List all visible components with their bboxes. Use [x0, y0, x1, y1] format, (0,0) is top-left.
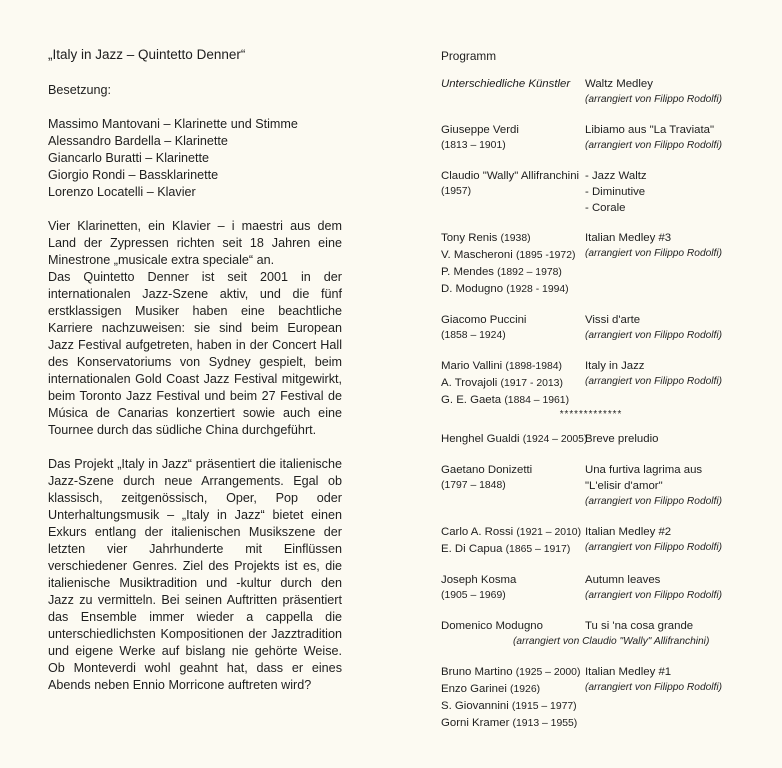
piece-title: Breve preludio [585, 433, 659, 445]
composer-cell [441, 524, 585, 558]
composer-years: (1797 – 1848) [441, 480, 506, 491]
program-entry [441, 312, 771, 344]
piece-part: - Diminutive [585, 186, 646, 198]
arranger: (arrangiert von Filippo Rodolfi) [585, 140, 723, 151]
member-item: Giorgio Rondi – Bassklarinette [48, 168, 219, 182]
piece-cell [585, 462, 771, 510]
composer: Gorni Kramer [441, 717, 510, 729]
piece-title: "L'elisir d'amor" [585, 480, 663, 492]
program-entry [441, 431, 771, 448]
composer: Gaetano Donizetti [441, 464, 533, 476]
composer: Giacomo Puccini [441, 314, 527, 326]
piece-part: - Corale [585, 202, 626, 214]
piece-title: Italian Medley #3 [585, 232, 672, 244]
composer-years: (1813 – 1901) [441, 140, 506, 151]
piece-cell [585, 230, 771, 298]
composer: V. Mascheroni [441, 249, 513, 261]
arranger: (arrangiert von Filippo Rodolfi) [585, 248, 723, 259]
member-list [48, 116, 342, 201]
composer-years: (1913 – 1955) [512, 718, 578, 729]
composer-cell [441, 431, 588, 448]
composer-line [441, 681, 585, 698]
composer: P. Mendes [441, 266, 494, 278]
composer-cell [441, 168, 585, 216]
piece-cell [585, 664, 771, 732]
composer: Henghel Gualdi [441, 433, 520, 445]
piece-cell [585, 572, 771, 604]
composer-line [441, 698, 585, 715]
member-item: Massimo Mantovani – Klarinette und Stimme [48, 117, 298, 131]
composer-years: (1898-1984) [505, 361, 562, 372]
composer-years: (1926) [510, 684, 541, 695]
composer-line [441, 715, 585, 732]
concert-title: „Italy in Jazz – Quintetto Denner“ [48, 47, 246, 62]
program-entry [441, 168, 771, 216]
piece-part: - Jazz Waltz [585, 170, 647, 182]
composer: S. Giovannini [441, 700, 509, 712]
composer-cell [441, 122, 585, 154]
composer-years: (1905 – 1969) [441, 590, 506, 601]
piece-cell [585, 168, 771, 216]
composer-cell [441, 230, 585, 298]
composer: D. Modugno [441, 283, 504, 295]
composer-years: (1892 – 1978) [497, 267, 562, 278]
program-entry [441, 230, 771, 298]
composer-cell [441, 312, 585, 344]
composer-line [441, 264, 585, 281]
piece-title: Tu si 'na cosa grande [585, 620, 694, 632]
piece-cell [585, 312, 771, 344]
composer: Carlo A. Rossi [441, 526, 514, 538]
arranger: (arrangiert von Filippo Rodolfi) [585, 376, 723, 387]
composer-line [441, 358, 585, 375]
composer-years: (1924 – 2005) [522, 434, 588, 445]
intro-paragraph: Vier Klarinetten, ein Klavier – i maestri aus dem Land der Zypressen richten seit 18 Jahren eine Minestrone „musicale extra speciale“ an. [48, 219, 342, 267]
member-item: Giancarlo Buratti – Klarinette [48, 151, 210, 165]
composer: A. Trovajoli [441, 377, 498, 389]
arranger: (arrangiert von Filippo Rodolfi) [585, 542, 723, 553]
composer: Bruno Martino [441, 666, 513, 678]
piece-title: Waltz Medley [585, 78, 653, 90]
composer-line [441, 375, 585, 392]
composer-line [441, 230, 585, 247]
composer-line [441, 431, 588, 448]
program-entry [441, 462, 771, 510]
composer-line [441, 392, 585, 409]
arranger: (arrangiert von Filippo Rodolfi) [585, 682, 723, 693]
composer: G. E. Gaeta [441, 394, 502, 406]
composer: Joseph Kosma [441, 574, 517, 586]
composer-years: (1938) [500, 233, 531, 244]
composer-line [441, 524, 585, 541]
composer-cell [441, 358, 585, 409]
arranger: (arrangiert von Claudio "Wally" Allifranchini) [513, 636, 710, 647]
piece-cell [585, 524, 771, 558]
composer: Claudio "Wally" Allifranchini [441, 170, 580, 182]
left-column [48, 46, 342, 694]
piece-cell [585, 122, 771, 154]
piece-title: Autumn leaves [585, 574, 661, 586]
composer-years: (1865 – 1917) [505, 544, 571, 555]
arranger: (arrangiert von Filippo Rodolfi) [585, 330, 723, 341]
piece-title: Libiamo aus "La Traviata" [585, 124, 715, 136]
piece-title: Italian Medley #2 [585, 526, 672, 538]
composer: Unterschiedliche Künstler [441, 78, 571, 90]
piece-title: Italy in Jazz [585, 360, 645, 372]
composer-line [441, 664, 585, 681]
composer-years: (1928 - 1994) [506, 284, 569, 295]
composer-years: (1917 - 2013) [500, 378, 563, 389]
composer: Mario Vallini [441, 360, 503, 372]
composer-years: (1895 -1972) [515, 250, 576, 261]
program-entry [441, 572, 771, 604]
composer-years: (1858 – 1924) [441, 330, 506, 341]
piece-title: Una furtiva lagrima aus [585, 464, 703, 476]
composer-years: (1925 – 2000) [515, 667, 581, 678]
arranger: (arrangiert von Filippo Rodolfi) [585, 94, 723, 105]
section-divider: ************* [559, 409, 623, 420]
piece-cell [585, 431, 771, 448]
member-item: Lorenzo Locatelli – Klavier [48, 185, 196, 199]
arranger: (arrangiert von Filippo Rodolfi) [585, 590, 723, 601]
program-heading: Programm [441, 49, 497, 63]
career-paragraph: Das Quintetto Denner ist seit 2001 in der internationalen Jazz-Szene aktiv, und die fünf erstklassigen Musiker haben eine beachtliche Karriere nachzuweisen: sie sind beim European Jazz Festival aufgetreten, haben in der Concert Hall des Konservatoriums von Sydney gespielt, beim internationalen Gold Coast Jazz Festival mitgewirkt, beim Toronto Jazz Festival und beim 27 Festival de Música de Canarias konzertiert sowie auch eine Tournee durch das südliche China durchgeführt. [48, 270, 342, 437]
composer-years: (1957) [441, 186, 472, 197]
composer-line [441, 541, 585, 558]
program-entry [441, 524, 771, 558]
composer-cell [441, 572, 585, 604]
composer-years: (1884 – 1961) [504, 395, 570, 406]
composer: Giuseppe Verdi [441, 124, 519, 136]
program-entry [441, 358, 771, 409]
piece-title: Vissi d'arte [585, 314, 641, 326]
project-paragraph: Das Projekt „Italy in Jazz“ präsentiert die italienische Jazz-Szene durch neue Arrangements. Egal ob klassisch, zeitgenössisch, Oper, Pop oder Unterhaltungsmusik – „Italy in Jazz“ bietet einen Exkurs entlang der italienischen Musikszene der letzten vier Jahrhunderte mit Einflüssen verschiedener Genres. Ziel des Projekts ist es, die italienische Musiktradition und -kultur durch den Jazz zu vermitteln. Bei seinen Auftritten präsentiert das Ensemble immer wieder a cappella die unterschiedlichsten Kompositionen der Jazztradition und eigene Werke auf bislang nie gehörte Weise. Ob Monteverdi wohl geahnt hat, dass er eines Abends neben Ennio Morricone auftreten wird? [48, 457, 342, 692]
piece-cell [585, 358, 771, 409]
composer-years: (1915 – 1977) [511, 701, 577, 712]
program-entry [441, 664, 771, 732]
piece-title: Italian Medley #1 [585, 666, 672, 678]
composer-cell [441, 462, 585, 510]
program-entry [441, 618, 771, 650]
composer: E. Di Capua [441, 543, 503, 555]
member-item: Alessandro Bardella – Klarinette [48, 134, 228, 148]
program-entry [441, 76, 771, 108]
composer-line [441, 247, 585, 264]
program-entry [441, 122, 771, 154]
composer: Domenico Modugno [441, 620, 543, 632]
arranger: (arrangiert von Filippo Rodolfi) [585, 496, 723, 507]
composer: Enzo Garinei [441, 683, 507, 695]
composer: Tony Renis [441, 232, 498, 244]
piece-cell [585, 76, 771, 108]
besetzung-label: Besetzung: [48, 83, 112, 97]
program-column [441, 48, 771, 746]
composer-years: (1921 – 2010) [516, 527, 582, 538]
composer-cell [441, 664, 585, 732]
composer-line [441, 281, 585, 298]
